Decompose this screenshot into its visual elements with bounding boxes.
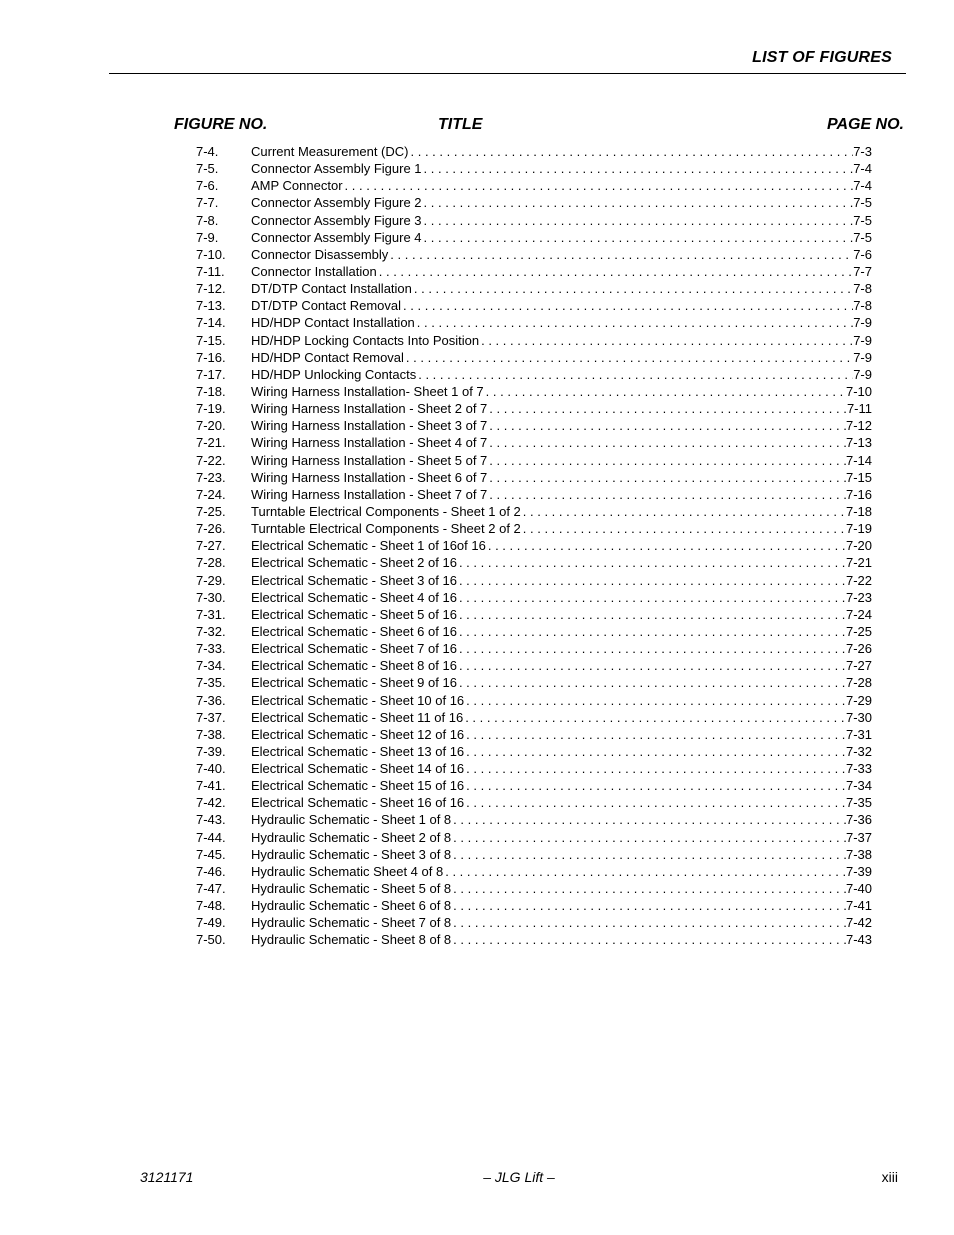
dot-leader — [487, 400, 847, 417]
figure-title: Wiring Harness Installation - Sheet 2 of 7 — [251, 401, 488, 417]
figure-number: 7-24. — [196, 486, 226, 502]
figure-page-number: 7-38 — [845, 846, 872, 862]
dot-leader — [464, 726, 846, 743]
figure-page-number: 7-9 — [853, 315, 872, 331]
column-header-page-no: PAGE NO. — [826, 116, 904, 133]
figure-page-number: 7-37 — [845, 829, 872, 845]
figure-page-number: 7-9 — [853, 332, 872, 348]
figure-page-number: 7-9 — [853, 366, 872, 382]
dot-leader — [463, 709, 846, 726]
figure-number: 7-16. — [196, 349, 226, 365]
dot-leader — [487, 486, 846, 503]
figure-list-item[interactable] — [196, 640, 872, 657]
figure-list-item[interactable] — [196, 469, 872, 486]
figure-list-item[interactable] — [196, 246, 872, 263]
figure-page-number: 7-39 — [845, 863, 872, 879]
footer-page-number: xiii — [881, 1169, 898, 1185]
dot-leader — [464, 777, 846, 794]
dot-leader — [404, 349, 853, 366]
figure-number: 7-34. — [196, 658, 226, 674]
figure-list-item[interactable] — [196, 777, 872, 794]
figure-page-number: 7-25 — [845, 623, 872, 639]
figure-page-number: 7-8 — [853, 281, 872, 297]
figure-page-number: 7-24 — [845, 606, 872, 622]
dot-leader — [443, 863, 846, 880]
dot-leader — [422, 229, 854, 246]
figure-title: Hydraulic Schematic - Sheet 7 of 8 — [251, 915, 452, 931]
figure-title: Electrical Schematic - Sheet 5 of 16 — [251, 606, 457, 622]
figure-number: 7-14. — [196, 315, 226, 331]
figure-list-item[interactable] — [196, 486, 872, 503]
figure-list-item[interactable] — [196, 863, 872, 880]
figure-number: 7-21. — [196, 435, 226, 451]
figure-title: Electrical Schematic - Sheet 6 of 16 — [251, 623, 457, 639]
figure-page-number: 7-34 — [845, 778, 872, 794]
dot-leader — [457, 589, 846, 606]
figure-number: 7-37. — [196, 709, 226, 725]
figure-title: Hydraulic Schematic - Sheet 1 of 8 — [251, 812, 452, 828]
figure-title: Turntable Electrical Components - Sheet 2 of 2 — [251, 521, 521, 537]
figure-number: 7-7. — [196, 195, 219, 211]
figure-list-item[interactable] — [196, 554, 872, 571]
figure-page-number: 7-22 — [845, 572, 872, 588]
figure-page-number: 7-21 — [845, 555, 872, 571]
figure-number: 7-13. — [196, 298, 226, 314]
figure-number: 7-30. — [196, 589, 226, 605]
figure-number: 7-41. — [196, 778, 226, 794]
figure-page-number: 7-9 — [853, 349, 872, 365]
figure-list — [196, 143, 872, 949]
figure-list-item[interactable] — [196, 314, 872, 331]
dot-leader — [451, 880, 846, 897]
figure-page-number: 7-20 — [845, 538, 872, 554]
figure-number: 7-15. — [196, 332, 226, 348]
footer-publisher: – JLG Lift – — [483, 1169, 555, 1185]
dot-leader — [457, 623, 846, 640]
figure-page-number: 7-43 — [845, 932, 872, 948]
figure-number: 7-9. — [196, 229, 219, 245]
figure-title: Hydraulic Schematic - Sheet 8 of 8 — [251, 932, 452, 948]
figure-number: 7-31. — [196, 606, 226, 622]
figure-list-item[interactable] — [196, 503, 872, 520]
figure-number: 7-5. — [196, 161, 219, 177]
figure-number: 7-26. — [196, 521, 226, 537]
figure-number: 7-10. — [196, 246, 226, 262]
figure-title: HD/HDP Contact Installation — [251, 315, 415, 331]
figure-page-number: 7-8 — [853, 298, 872, 314]
dot-leader — [521, 520, 846, 537]
figure-number: 7-25. — [196, 503, 226, 519]
figure-title: Wiring Harness Installation- Sheet 1 of 7 — [251, 383, 484, 399]
figure-list-item[interactable] — [196, 692, 872, 709]
figure-number: 7-17. — [196, 366, 226, 382]
header-divider — [109, 73, 906, 74]
dot-leader — [377, 263, 853, 280]
figure-title: DT/DTP Contact Removal — [251, 298, 402, 314]
figure-list-item[interactable] — [196, 726, 872, 743]
figure-title: Electrical Schematic - Sheet 12 of 16 — [251, 726, 465, 742]
figure-page-number: 7-7 — [853, 263, 872, 279]
figure-number: 7-33. — [196, 641, 226, 657]
figure-list-item[interactable] — [196, 914, 872, 931]
figure-number: 7-22. — [196, 452, 226, 468]
figure-title: Electrical Schematic - Sheet 13 of 16 — [251, 743, 465, 759]
figure-number: 7-32. — [196, 623, 226, 639]
figure-list-item[interactable] — [196, 297, 872, 314]
figure-title: Hydraulic Schematic - Sheet 5 of 8 — [251, 881, 452, 897]
figure-number: 7-27. — [196, 538, 226, 554]
dot-leader — [457, 572, 846, 589]
figure-page-number: 7-14 — [845, 452, 872, 468]
figure-list-item[interactable] — [196, 366, 872, 383]
figure-number: 7-6. — [196, 178, 219, 194]
figure-number: 7-42. — [196, 795, 226, 811]
figure-list-item[interactable] — [196, 229, 872, 246]
figure-list-item[interactable] — [196, 760, 872, 777]
figure-number: 7-39. — [196, 743, 226, 759]
figure-page-number: 7-15 — [845, 469, 872, 485]
figure-number: 7-35. — [196, 675, 226, 691]
dot-leader — [457, 640, 846, 657]
dot-leader — [457, 657, 846, 674]
figure-number: 7-49. — [196, 915, 226, 931]
figure-page-number: 7-29 — [845, 692, 872, 708]
figure-page-number: 7-3 — [853, 144, 872, 159]
figure-number: 7-44. — [196, 829, 226, 845]
figure-number: 7-43. — [196, 812, 226, 828]
dot-leader — [464, 760, 846, 777]
figure-list-item[interactable] — [196, 263, 872, 280]
figure-number: 7-28. — [196, 555, 226, 571]
dot-leader — [451, 829, 846, 846]
dot-leader — [422, 194, 854, 211]
figure-page-number: 7-10 — [845, 383, 872, 399]
figure-title: AMP Connector — [251, 178, 343, 194]
figure-list-item[interactable] — [196, 623, 872, 640]
figure-list-item[interactable] — [196, 897, 872, 914]
dot-leader — [457, 674, 846, 691]
dot-leader — [457, 606, 846, 623]
figure-number: 7-40. — [196, 761, 226, 777]
dot-leader — [521, 503, 846, 520]
figure-title: Connector Assembly Figure 3 — [251, 212, 422, 228]
figure-number: 7-50. — [196, 932, 226, 948]
figure-title: Electrical Schematic - Sheet 16 of 16 — [251, 795, 465, 811]
figure-number: 7-38. — [196, 726, 226, 742]
figure-page-number: 7-40 — [845, 881, 872, 897]
column-header-figure-no: FIGURE NO. — [174, 116, 268, 133]
figure-title: Connector Disassembly — [251, 246, 389, 262]
figure-list-item[interactable] — [196, 177, 872, 194]
dot-leader — [409, 143, 854, 160]
figure-page-number: 7-31 — [845, 726, 872, 742]
figure-page-number: 7-5 — [853, 229, 872, 245]
dot-leader — [457, 554, 846, 571]
figure-number: 7-11. — [196, 263, 225, 279]
figure-number: 7-12. — [196, 281, 226, 297]
figure-page-number: 7-30 — [845, 709, 872, 725]
figure-title: Turntable Electrical Components - Sheet 1 of 2 — [251, 503, 521, 519]
page-header-title: LIST OF FIGURES — [752, 49, 892, 66]
figure-title: Electrical Schematic - Sheet 15 of 16 — [251, 778, 465, 794]
dot-leader — [464, 692, 846, 709]
figure-number: 7-19. — [196, 401, 226, 417]
figure-number: 7-36. — [196, 692, 226, 708]
figure-number: 7-47. — [196, 881, 226, 897]
dot-leader — [415, 314, 853, 331]
figure-number: 7-46. — [196, 863, 226, 879]
figure-number: 7-48. — [196, 898, 226, 914]
figure-list-item[interactable] — [196, 794, 872, 811]
figure-title: Wiring Harness Installation - Sheet 4 of 7 — [251, 435, 488, 451]
figure-title: HD/HDP Contact Removal — [251, 349, 404, 365]
figure-title: Electrical Schematic - Sheet 11 of 16 — [251, 709, 464, 725]
figure-list-item[interactable] — [196, 452, 872, 469]
figure-list-item[interactable] — [196, 143, 872, 160]
figure-list-item[interactable] — [196, 537, 872, 554]
dot-leader — [479, 332, 853, 349]
figure-list-item[interactable] — [196, 829, 872, 846]
figure-page-number: 7-27 — [845, 658, 872, 674]
figure-page-number: 7-41 — [845, 898, 872, 914]
dot-leader — [464, 794, 846, 811]
figure-page-number: 7-36 — [845, 812, 872, 828]
figure-page-number: 7-19 — [845, 521, 872, 537]
figure-page-number: 7-28 — [845, 675, 872, 691]
figure-title: HD/HDP Unlocking Contacts — [251, 366, 417, 382]
figure-title: Electrical Schematic - Sheet 14 of 16 — [251, 761, 465, 777]
figure-list-item[interactable] — [196, 212, 872, 229]
dot-leader — [487, 417, 846, 434]
dot-leader — [451, 931, 846, 948]
figure-list-item[interactable] — [196, 194, 872, 211]
figure-list-item[interactable] — [196, 606, 872, 623]
figure-title: Hydraulic Schematic - Sheet 6 of 8 — [251, 898, 452, 914]
figure-number: 7-23. — [196, 469, 226, 485]
figure-title: Electrical Schematic - Sheet 2 of 16 — [251, 555, 457, 571]
figure-title: HD/HDP Locking Contacts Into Position — [251, 332, 480, 348]
figure-page-number: 7-16 — [845, 486, 872, 502]
figure-list-item[interactable] — [196, 520, 872, 537]
figure-title: Connector Assembly Figure 4 — [251, 229, 422, 245]
figure-title: Wiring Harness Installation - Sheet 7 of 7 — [251, 486, 488, 502]
figure-list-item[interactable] — [196, 383, 872, 400]
dot-leader — [451, 897, 846, 914]
figure-number: 7-4. — [196, 144, 219, 159]
figure-number: 7-20. — [196, 418, 226, 434]
figure-title: Electrical Schematic - Sheet 3 of 16 — [251, 572, 457, 588]
figure-list-item[interactable] — [196, 811, 872, 828]
figure-title: Wiring Harness Installation - Sheet 3 of 7 — [251, 418, 488, 434]
figure-page-number: 7-33 — [845, 761, 872, 777]
figure-number: 7-45. — [196, 846, 226, 862]
dot-leader — [487, 469, 846, 486]
dot-leader — [487, 434, 846, 451]
dot-leader — [451, 914, 846, 931]
figure-title: Wiring Harness Installation - Sheet 6 of 7 — [251, 469, 488, 485]
dot-leader — [388, 246, 853, 263]
figure-title: DT/DTP Contact Installation — [251, 281, 412, 297]
figure-title: Electrical Schematic - Sheet 9 of 16 — [251, 675, 457, 691]
dot-leader — [484, 383, 846, 400]
figure-list-item[interactable] — [196, 674, 872, 691]
figure-number: 7-8. — [196, 212, 219, 228]
dot-leader — [451, 811, 846, 828]
figure-page-number: 7-26 — [845, 641, 872, 657]
figure-page-number: 7-42 — [845, 915, 872, 931]
figure-page-number: 7-5 — [853, 195, 872, 211]
figure-page-number: 7-23 — [845, 589, 872, 605]
figure-page-number: 7-32 — [845, 743, 872, 759]
column-header-title: TITLE — [438, 116, 483, 133]
dot-leader — [422, 212, 854, 229]
figure-title: Connector Assembly Figure 1 — [251, 161, 422, 177]
figure-list-item[interactable] — [196, 434, 872, 451]
figure-title: Electrical Schematic - Sheet 8 of 16 — [251, 658, 457, 674]
figure-list-item[interactable] — [196, 332, 872, 349]
dot-leader — [422, 160, 854, 177]
figure-title: Electrical Schematic - Sheet 7 of 16 — [251, 641, 457, 657]
figure-page-number: 7-6 — [853, 246, 872, 262]
figure-list-item[interactable] — [196, 349, 872, 366]
figure-page-number: 7-4 — [853, 161, 872, 177]
figure-title: Electrical Schematic - Sheet 1 of 16of 16 — [251, 538, 486, 554]
figure-list-item[interactable] — [196, 931, 872, 948]
figure-number: 7-29. — [196, 572, 226, 588]
dot-leader — [486, 537, 846, 554]
footer-doc-number: 3121171 — [140, 1169, 194, 1185]
figure-list-item[interactable] — [196, 589, 872, 606]
dot-leader — [343, 177, 854, 194]
dot-leader — [401, 297, 853, 314]
figure-page-number: 7-11 — [846, 401, 872, 417]
figure-title: Connector Assembly Figure 2 — [251, 195, 422, 211]
figure-page-number: 7-13 — [845, 435, 872, 451]
figure-list-item[interactable] — [196, 572, 872, 589]
figure-list-item[interactable] — [196, 743, 872, 760]
figure-title: Current Measurement (DC) — [251, 144, 409, 159]
figure-list-item[interactable] — [196, 880, 872, 897]
figure-title: Hydraulic Schematic Sheet 4 of 8 — [251, 863, 444, 879]
figure-list-item[interactable] — [196, 400, 872, 417]
figure-page-number: 7-12 — [845, 418, 872, 434]
figure-page-number: 7-18 — [845, 503, 872, 519]
figure-list-item[interactable] — [196, 709, 872, 726]
figure-page-number: 7-5 — [853, 212, 872, 228]
figure-title: Electrical Schematic - Sheet 10 of 16 — [251, 692, 465, 708]
figure-page-number: 7-35 — [845, 795, 872, 811]
dot-leader — [487, 452, 846, 469]
dot-leader — [464, 743, 846, 760]
figure-list-item[interactable] — [196, 280, 872, 297]
dot-leader — [412, 280, 853, 297]
figure-title: Electrical Schematic - Sheet 4 of 16 — [251, 589, 457, 605]
figure-list-item[interactable] — [196, 160, 872, 177]
figure-number: 7-18. — [196, 383, 226, 399]
figure-list-item[interactable] — [196, 657, 872, 674]
dot-leader — [451, 846, 846, 863]
figure-title: Wiring Harness Installation - Sheet 5 of 7 — [251, 452, 488, 468]
figure-title: Connector Installation — [251, 263, 377, 279]
figure-title: Hydraulic Schematic - Sheet 3 of 8 — [251, 846, 452, 862]
figure-list-item[interactable] — [196, 846, 872, 863]
figure-page-number: 7-4 — [853, 178, 872, 194]
figure-list-item[interactable] — [196, 417, 872, 434]
figure-title: Hydraulic Schematic - Sheet 2 of 8 — [251, 829, 452, 845]
dot-leader — [416, 366, 853, 383]
